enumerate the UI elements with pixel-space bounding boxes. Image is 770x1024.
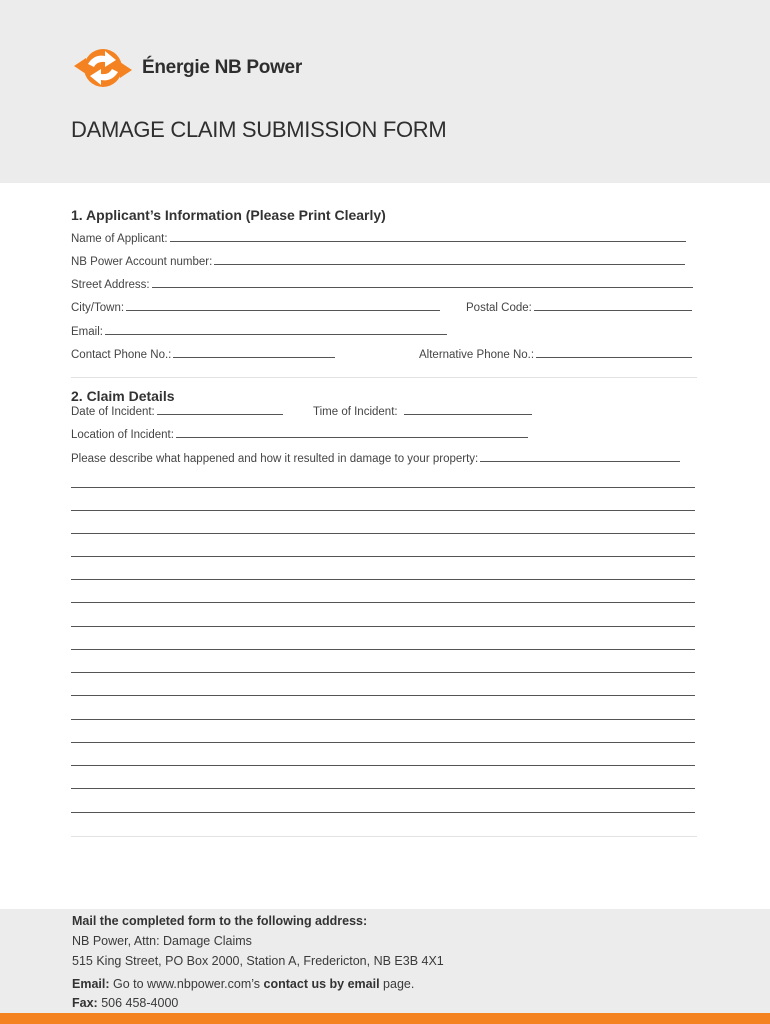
description-line[interactable] — [71, 695, 695, 696]
section-divider — [71, 377, 697, 378]
description-line[interactable] — [71, 672, 695, 673]
section-2-title: 2. Claim Details — [71, 388, 175, 404]
description-line[interactable] — [71, 579, 695, 580]
description-line[interactable] — [71, 812, 695, 813]
postal-input-line[interactable] — [534, 301, 692, 311]
logo-text: Énergie NB Power — [142, 57, 302, 78]
street-field-row — [71, 278, 693, 291]
description-line[interactable] — [71, 533, 695, 534]
footer-heading: Mail the completed form to the following address: — [72, 914, 368, 928]
street-label: Street Address: — [71, 279, 150, 291]
alt-phone-field-row — [419, 348, 692, 361]
describe-label: Please describe what happened and how it resulted in damage to your property: — [71, 453, 479, 465]
section-applicant-heading — [71, 207, 697, 223]
description-line[interactable] — [71, 719, 695, 720]
account-field-row — [71, 255, 685, 268]
footer-accent-bar — [0, 1013, 770, 1024]
time-input-line[interactable] — [404, 405, 532, 415]
nb-power-logo — [72, 44, 302, 92]
name-label: Name of Applicant: — [71, 233, 168, 245]
description-line[interactable] — [71, 602, 695, 603]
footer-fax-row — [72, 996, 178, 1010]
email-input-line[interactable] — [105, 325, 447, 335]
description-line[interactable] — [71, 742, 695, 743]
description-line[interactable] — [71, 788, 695, 789]
describe-field-row — [71, 452, 680, 465]
date-label: Date of Incident: — [71, 406, 155, 418]
description-line[interactable] — [71, 556, 695, 557]
account-input-line[interactable] — [214, 255, 685, 265]
footer-fax-label: Fax: — [72, 996, 98, 1010]
location-label: Location of Incident: — [71, 429, 174, 441]
section-claim-heading — [71, 388, 697, 404]
location-input-line[interactable] — [176, 428, 528, 438]
account-label: NB Power Account number: — [71, 256, 213, 268]
description-line[interactable] — [71, 626, 695, 627]
email-field-row — [71, 325, 447, 338]
describe-input-line[interactable] — [480, 452, 680, 462]
footer-address-line2: 515 King Street, PO Box 2000, Station A, Fredericton, NB E3B 4X1 — [72, 954, 444, 968]
footer-email-text-pre: Go to www.nbpower.com’s — [113, 977, 261, 991]
footer-email-label: Email: — [72, 977, 110, 991]
footer-band — [0, 909, 770, 1013]
postal-field-row — [466, 301, 692, 314]
street-input-line[interactable] — [152, 278, 693, 288]
postal-label: Postal Code: — [466, 302, 532, 314]
location-field-row — [71, 428, 528, 441]
phone-input-line[interactable] — [173, 348, 335, 358]
contact-us-link[interactable]: contact us by email — [263, 977, 380, 991]
time-label: Time of Incident: — [313, 406, 398, 418]
city-label: City/Town: — [71, 302, 125, 314]
phone-field-row — [71, 348, 335, 361]
footer-address-line1: NB Power, Attn: Damage Claims — [72, 934, 252, 948]
name-field-row — [71, 232, 686, 245]
phone-label: Contact Phone No.: — [71, 349, 172, 361]
page-title: DAMAGE CLAIM SUBMISSION FORM — [71, 117, 447, 142]
footer-fax-value: 506 458-4000 — [101, 996, 179, 1010]
date-field-row — [71, 405, 283, 418]
section-1-title: 1. Applicant’s Information (Please Print Clearly) — [71, 207, 386, 223]
description-line[interactable] — [71, 765, 695, 766]
nb-power-arrows-icon — [72, 44, 134, 92]
alt-phone-input-line[interactable] — [536, 348, 692, 358]
header-band — [0, 0, 770, 183]
footer-email-text-post: page. — [383, 977, 415, 991]
alt-phone-label: Alternative Phone No.: — [419, 349, 535, 361]
description-line[interactable] — [71, 649, 695, 650]
footer-email-row — [72, 977, 414, 991]
email-label: Email: — [71, 326, 103, 338]
city-input-line[interactable] — [126, 301, 440, 311]
description-line[interactable] — [71, 487, 695, 488]
name-input-line[interactable] — [170, 232, 686, 242]
date-input-line[interactable] — [157, 405, 283, 415]
city-field-row — [71, 301, 440, 314]
description-line[interactable] — [71, 510, 695, 511]
section-divider — [71, 836, 697, 837]
time-field-row — [313, 405, 532, 418]
